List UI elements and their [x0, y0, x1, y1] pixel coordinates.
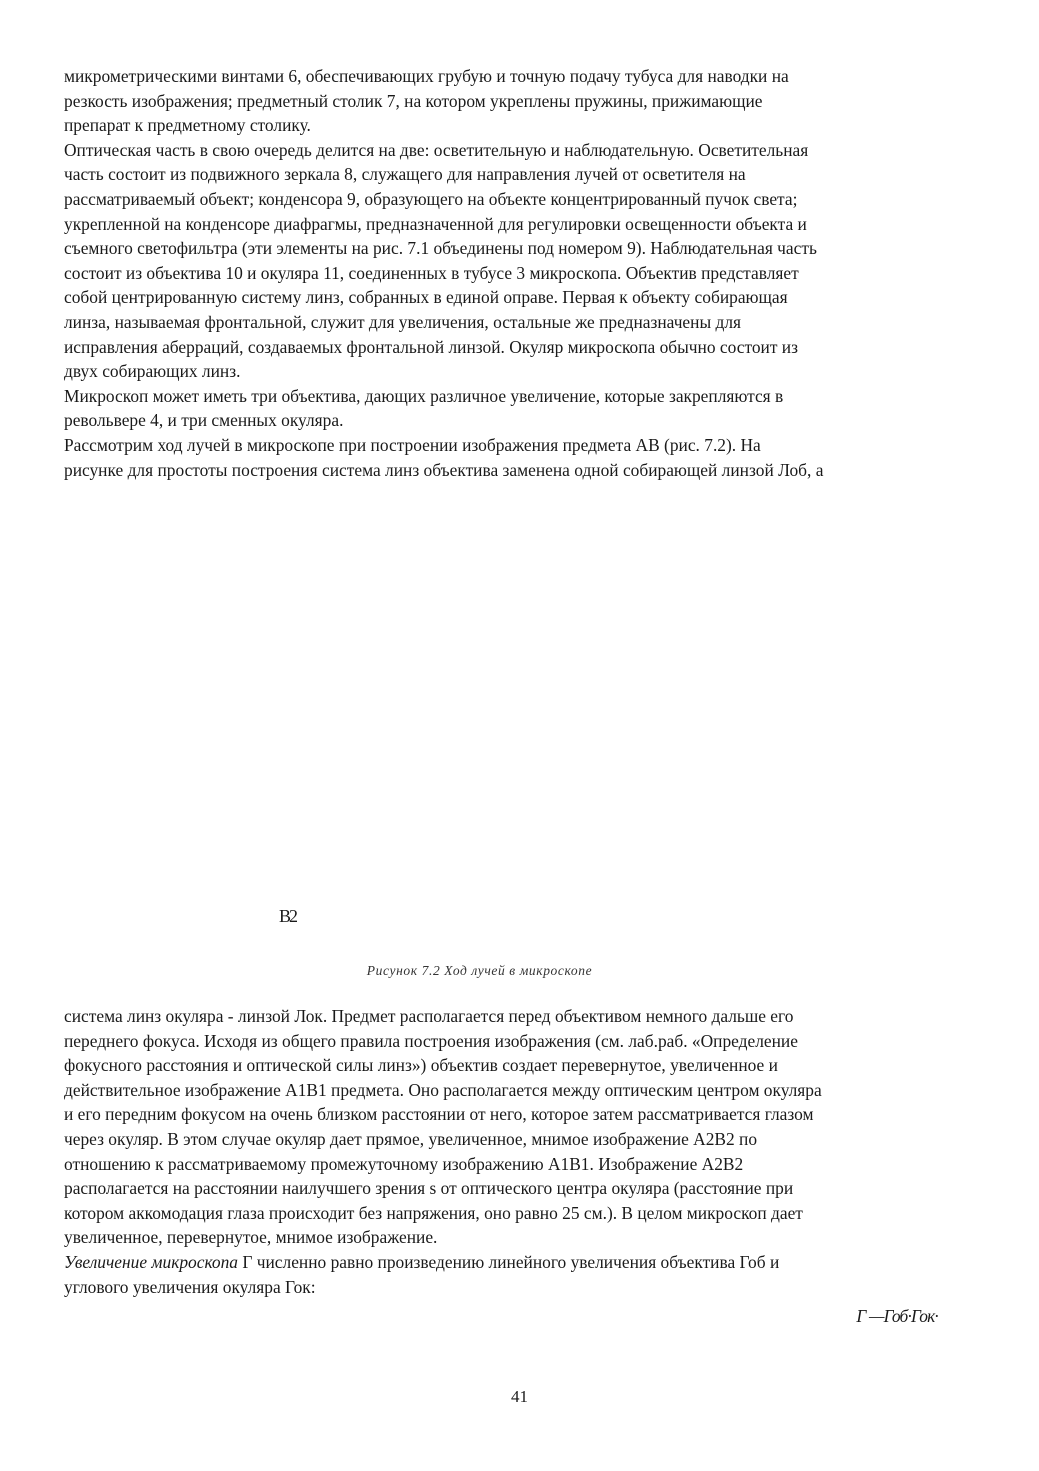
paragraph-line: увеличенное, перевернутое, мнимое изображение. — [64, 1227, 438, 1248]
paragraph-line: Микроскоп может иметь три объектива, дающих различное увеличение, которые закрепляются в — [64, 385, 784, 406]
magnification-paragraph — [64, 1250, 984, 1299]
paragraph-line: исправления аберраций, создаваемых фронтальной линзой. Окуляр микроскопа обычно состоит из — [64, 336, 798, 357]
paragraph-line: укрепленной на конденсоре диафрагмы, предназначенной для регулировки освещенности объекта и — [64, 213, 807, 234]
paragraph-line: котором аккомодация глаза происходит без напряжения, оно равно 25 см.). В целом микроскоп дает — [64, 1202, 803, 1223]
figure-label-b2: В2 — [279, 906, 297, 926]
paragraph-line: состоит из объектива 10 и окуляра 11, соединенных в тубусе 3 микроскопа. Объектив представляет — [64, 262, 799, 283]
magnification-term: Увеличение микроскопа — [64, 1252, 238, 1272]
paragraph-line: отношению к рассматриваемому промежуточному изображению А1В1. Изображение А2В2 — [64, 1153, 744, 1174]
paragraph-line: препарат к предметному столику. — [64, 115, 311, 136]
paragraph-line: переднего фокуса. Исходя из общего правила построения изображения (см. лаб.раб. «Определение — [64, 1030, 798, 1051]
figure-caption-text: Рисунок 7.2 Ход лучей в микроскопе — [366, 963, 593, 978]
paragraph-line: система линз окуляра - линзой Лок. Предмет располагается перед объективом немного дальше его — [64, 1006, 794, 1026]
paragraph-line: через окуляр. В этом случае окуляр дает прямое, увеличенное, мнимое изображение А2В2 по — [64, 1128, 758, 1149]
paragraph-line: двух собирающих линз. — [64, 361, 241, 382]
paragraph-line: рассматриваемый объект; конденсора 9, образующего на объекте концентрированный пучок света; — [64, 188, 798, 209]
magnification-line-1 — [64, 1250, 984, 1275]
paragraph-line: располагается на расстоянии наилучшего зрения s от оптического центра окуляра (расстояние при — [64, 1178, 794, 1199]
magnification-line-1-rest: Г численно равно произведению линейного увеличения объектива Гоб и — [238, 1252, 780, 1272]
magnification-line-2: углового увеличения окуляра Гок: — [64, 1276, 316, 1297]
paragraph-line: действительное изображение А1В1 предмета. Оно располагается между оптическим центром окуляра — [64, 1079, 822, 1100]
paragraph-line: резкость изображения; предметный столик 7, на котором укреплены пружины, прижимающие — [64, 90, 763, 111]
paragraph-line: часть состоит из подвижного зеркала 8, служащего для направления лучей от осветителя на — [64, 164, 746, 185]
page-number: 41 — [511, 1387, 528, 1406]
paragraph-line: съемного светофильтра (эти элементы на рис. 7.1 объединены под номером 9). Наблюдательная часть — [64, 238, 817, 259]
paragraph-line: микрометрическими винтами 6, обеспечивающих грубую и точную подачу тубуса для наводки на — [64, 66, 789, 86]
paragraph-line: Оптическая часть в свою очередь делится на две: осветительную и наблюдательную. Осветительная — [64, 139, 809, 160]
figure-caption — [0, 963, 1039, 979]
paragraph-line: Рассмотрим ход лучей в микроскопе при построении изображения предмета АВ (рис. 7.2). На — [64, 434, 761, 455]
magnification-formula: Г —Гоб·Гок· — [856, 1306, 938, 1326]
paragraph-line: фокусного расстояния и оптической силы линз») объектив создает перевернутое, увеличенное и — [64, 1055, 778, 1076]
body-text-bottom — [64, 1004, 984, 1250]
paragraph-line: собой центрированную систему линз, собранных в единой оправе. Первая к объекту собирающая — [64, 287, 788, 308]
paragraph-line: рисунке для простоты построения система линз объектива заменена одной собирающей линзой Лоб, а — [64, 459, 824, 480]
body-text-top — [64, 64, 984, 482]
paragraph-line: и его передним фокусом на очень близком расстоянии от него, которое затем рассматривается глазом — [64, 1104, 814, 1125]
paragraph-line: револьвере 4, и три сменных окуляра. — [64, 410, 344, 431]
paragraph-line: линза, называемая фронтальной, служит для увеличения, остальные же предназначены для — [64, 311, 742, 332]
